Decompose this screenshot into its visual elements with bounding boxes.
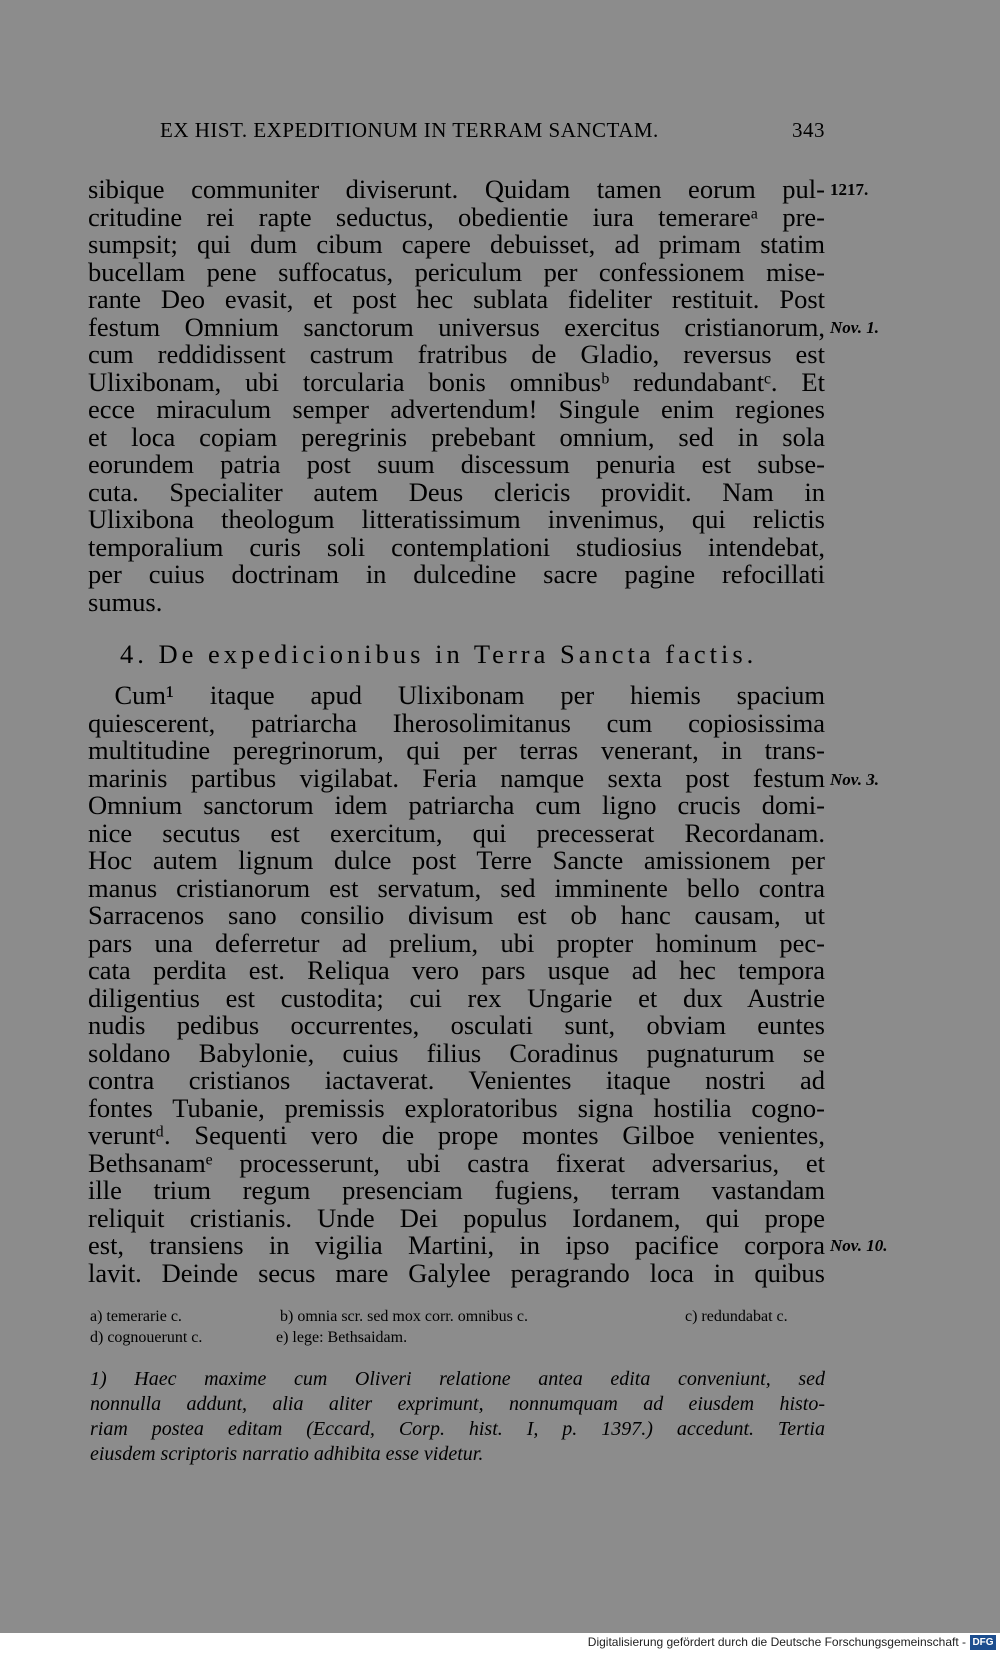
- text-line: sumus.: [88, 586, 163, 617]
- text-line: reliquit cristianis. Unde Dei populus Iordanem, qui prope: [88, 1202, 825, 1233]
- dfg-logo-icon: DFG: [970, 1635, 996, 1650]
- funding-text: Digitalisierung gefördert durch die Deutsche Forschungsgemeinschaft -: [587, 1635, 966, 1649]
- margin-note-nov-1-text: Nov. 1.: [830, 318, 879, 337]
- text-line: rante Deo evasit, et post hec sublata fideliter restituit. Post: [88, 284, 825, 314]
- text-line: Bethsanamᵉ processerunt, ubi castra fixerat adversarius, et: [88, 1147, 825, 1178]
- running-title: EX HIST. EXPEDITIONUM IN TERRAM SANCTAM.: [160, 118, 659, 142]
- text-line: Omnium sanctorum idem patriarcha cum ligno crucis domi-: [88, 790, 825, 820]
- text-line: soldano Babylonie, cuius filius Coradinus pugnaturum se: [88, 1037, 825, 1068]
- text-line: sibique communiter diviserunt. Quidam tamen eorum pul-: [88, 174, 825, 204]
- text-line: bucellam pene suffocatus, periculum per confessionem mise-: [88, 256, 825, 287]
- text-line: ecce miraculum semper advertendum! Singule enim regiones: [88, 394, 825, 424]
- footnote-a: a) temerarie c.: [90, 1308, 182, 1325]
- text-line: manus cristianorum est servatum, sed imminente bello contra: [88, 872, 825, 903]
- text-line: sumpsit; qui dum cibum capere debuisset, ad primam statim: [88, 229, 825, 259]
- text-line: lavit. Deinde secus mare Galylee peragrando loca in quibus: [88, 1257, 825, 1288]
- text-line: nudis pedibus occurrentes, osculati sunt, obviam euntes: [88, 1010, 825, 1040]
- margin-note-nov-10-text: Nov. 10.: [830, 1236, 888, 1255]
- text-line: ille trium regum presenciam fugiens, terram vastandam: [88, 1175, 825, 1205]
- text-line: cata perdita est. Reliqua vero pars usque ad hec tempora: [88, 955, 825, 985]
- text-line: quiescerent, patriarcha Iherosolimitanus cum copiosissima: [88, 707, 825, 738]
- text-line: et loca copiam peregrinis prebebant omnium, sed in sola: [88, 421, 825, 452]
- text-line: est, transiens in vigilia Martini, in ipso pacifice corpora: [88, 1230, 825, 1260]
- text-line: veruntᵈ. Sequenti vero die prope montes Gilboe venientes,: [88, 1120, 825, 1150]
- footnote-line: nonnulla addunt, alia aliter exprimunt, nonnumquam ad eiusdem histo-: [90, 1393, 825, 1415]
- text-line: critudine rei rapte seductus, obedientie iura temerareᵃ pre-: [88, 201, 825, 232]
- footnote-d: d) cognouerunt c.: [90, 1329, 203, 1346]
- margin-note-nov-3-text: Nov. 3.: [830, 770, 879, 789]
- text-line: festum Omnium sanctorum universus exercitus cristianorum,: [88, 311, 825, 342]
- footnote-line: eiusdem scriptoris narratio adhibita esse videtur.: [90, 1443, 484, 1465]
- body-paragraph-2: [88, 682, 825, 1287]
- text-line: cum reddidissent castrum fratribus de Gladio, reversus est: [88, 339, 825, 369]
- text-line: diligentius est custodita; cui rex Ungarie et dux Austrie: [88, 982, 825, 1013]
- text-line: Sarracenos sano consilio divisum est ob hanc causam, ut: [88, 900, 825, 930]
- text-line: cuta. Specialiter autem Deus clericis providit. Nam in: [88, 476, 825, 507]
- footnote-line: riam postea editam (Eccard, Corp. hist. I, p. 1397.) accedunt. Tertia: [90, 1418, 825, 1440]
- footnote-c: c) redundabat c.: [685, 1308, 788, 1325]
- footnote-b: b) omnia scr. sed mox corr. omnibus c.: [280, 1308, 528, 1325]
- text-line: temporalium curis soli contemplationi studiosius intendebat,: [88, 531, 825, 562]
- text-line: per cuius doctrinam in dulcedine sacre pagine refocillati: [88, 559, 825, 589]
- text-line: Ulixibonam, ubi torcularia bonis omnibusᵇ redundabantᶜ. Et: [88, 366, 825, 397]
- text-line: Hoc autem lignum dulce post Terre Sancte amissionem per: [88, 845, 825, 875]
- margin-note-nov-10: [830, 1236, 887, 1256]
- text-line: contra cristianos iactaverat. Venientes itaque nostri ad: [88, 1065, 825, 1095]
- text-line: pars una deferretur ad prelium, ubi propter hominum pec-: [88, 927, 825, 958]
- page-number: 343: [792, 118, 825, 142]
- margin-note-nov-1: [830, 318, 879, 338]
- source-footnote: [90, 1367, 825, 1467]
- margin-note-nov-3: [830, 770, 879, 790]
- footnote-line: 1) Haec maxime cum Oliveri relatione antea edita conveniunt, sed: [90, 1368, 825, 1390]
- text-line: multitudine peregrinorum, qui per terras venerant, in trans-: [88, 735, 825, 765]
- text-line: nice secutus est exercitum, qui precesserat Recordanam.: [88, 817, 825, 848]
- margin-note-year: 1217.: [830, 180, 869, 199]
- footnote-e: e) lege: Bethsaidam.: [276, 1329, 408, 1346]
- section-heading: 4. De expedicionibus in Terra Sancta factis.: [120, 639, 758, 669]
- text-line: Cum¹ itaque apud Ulixibonam per hiemis spacium: [88, 680, 825, 710]
- body-paragraph-1: [88, 176, 825, 616]
- text-line: eorundem patria post suum discessum penuria est subse-: [88, 449, 825, 479]
- text-line: marinis partibus vigilabat. Feria namque sexta post festum: [88, 762, 825, 793]
- text-line: fontes Tubanie, premissis exploratoribus signa hostilia cogno-: [88, 1092, 825, 1123]
- text-line: Ulixibona theologum litteratissimum invenimus, qui relictis: [88, 504, 825, 534]
- funding-footer: [0, 1633, 1000, 1653]
